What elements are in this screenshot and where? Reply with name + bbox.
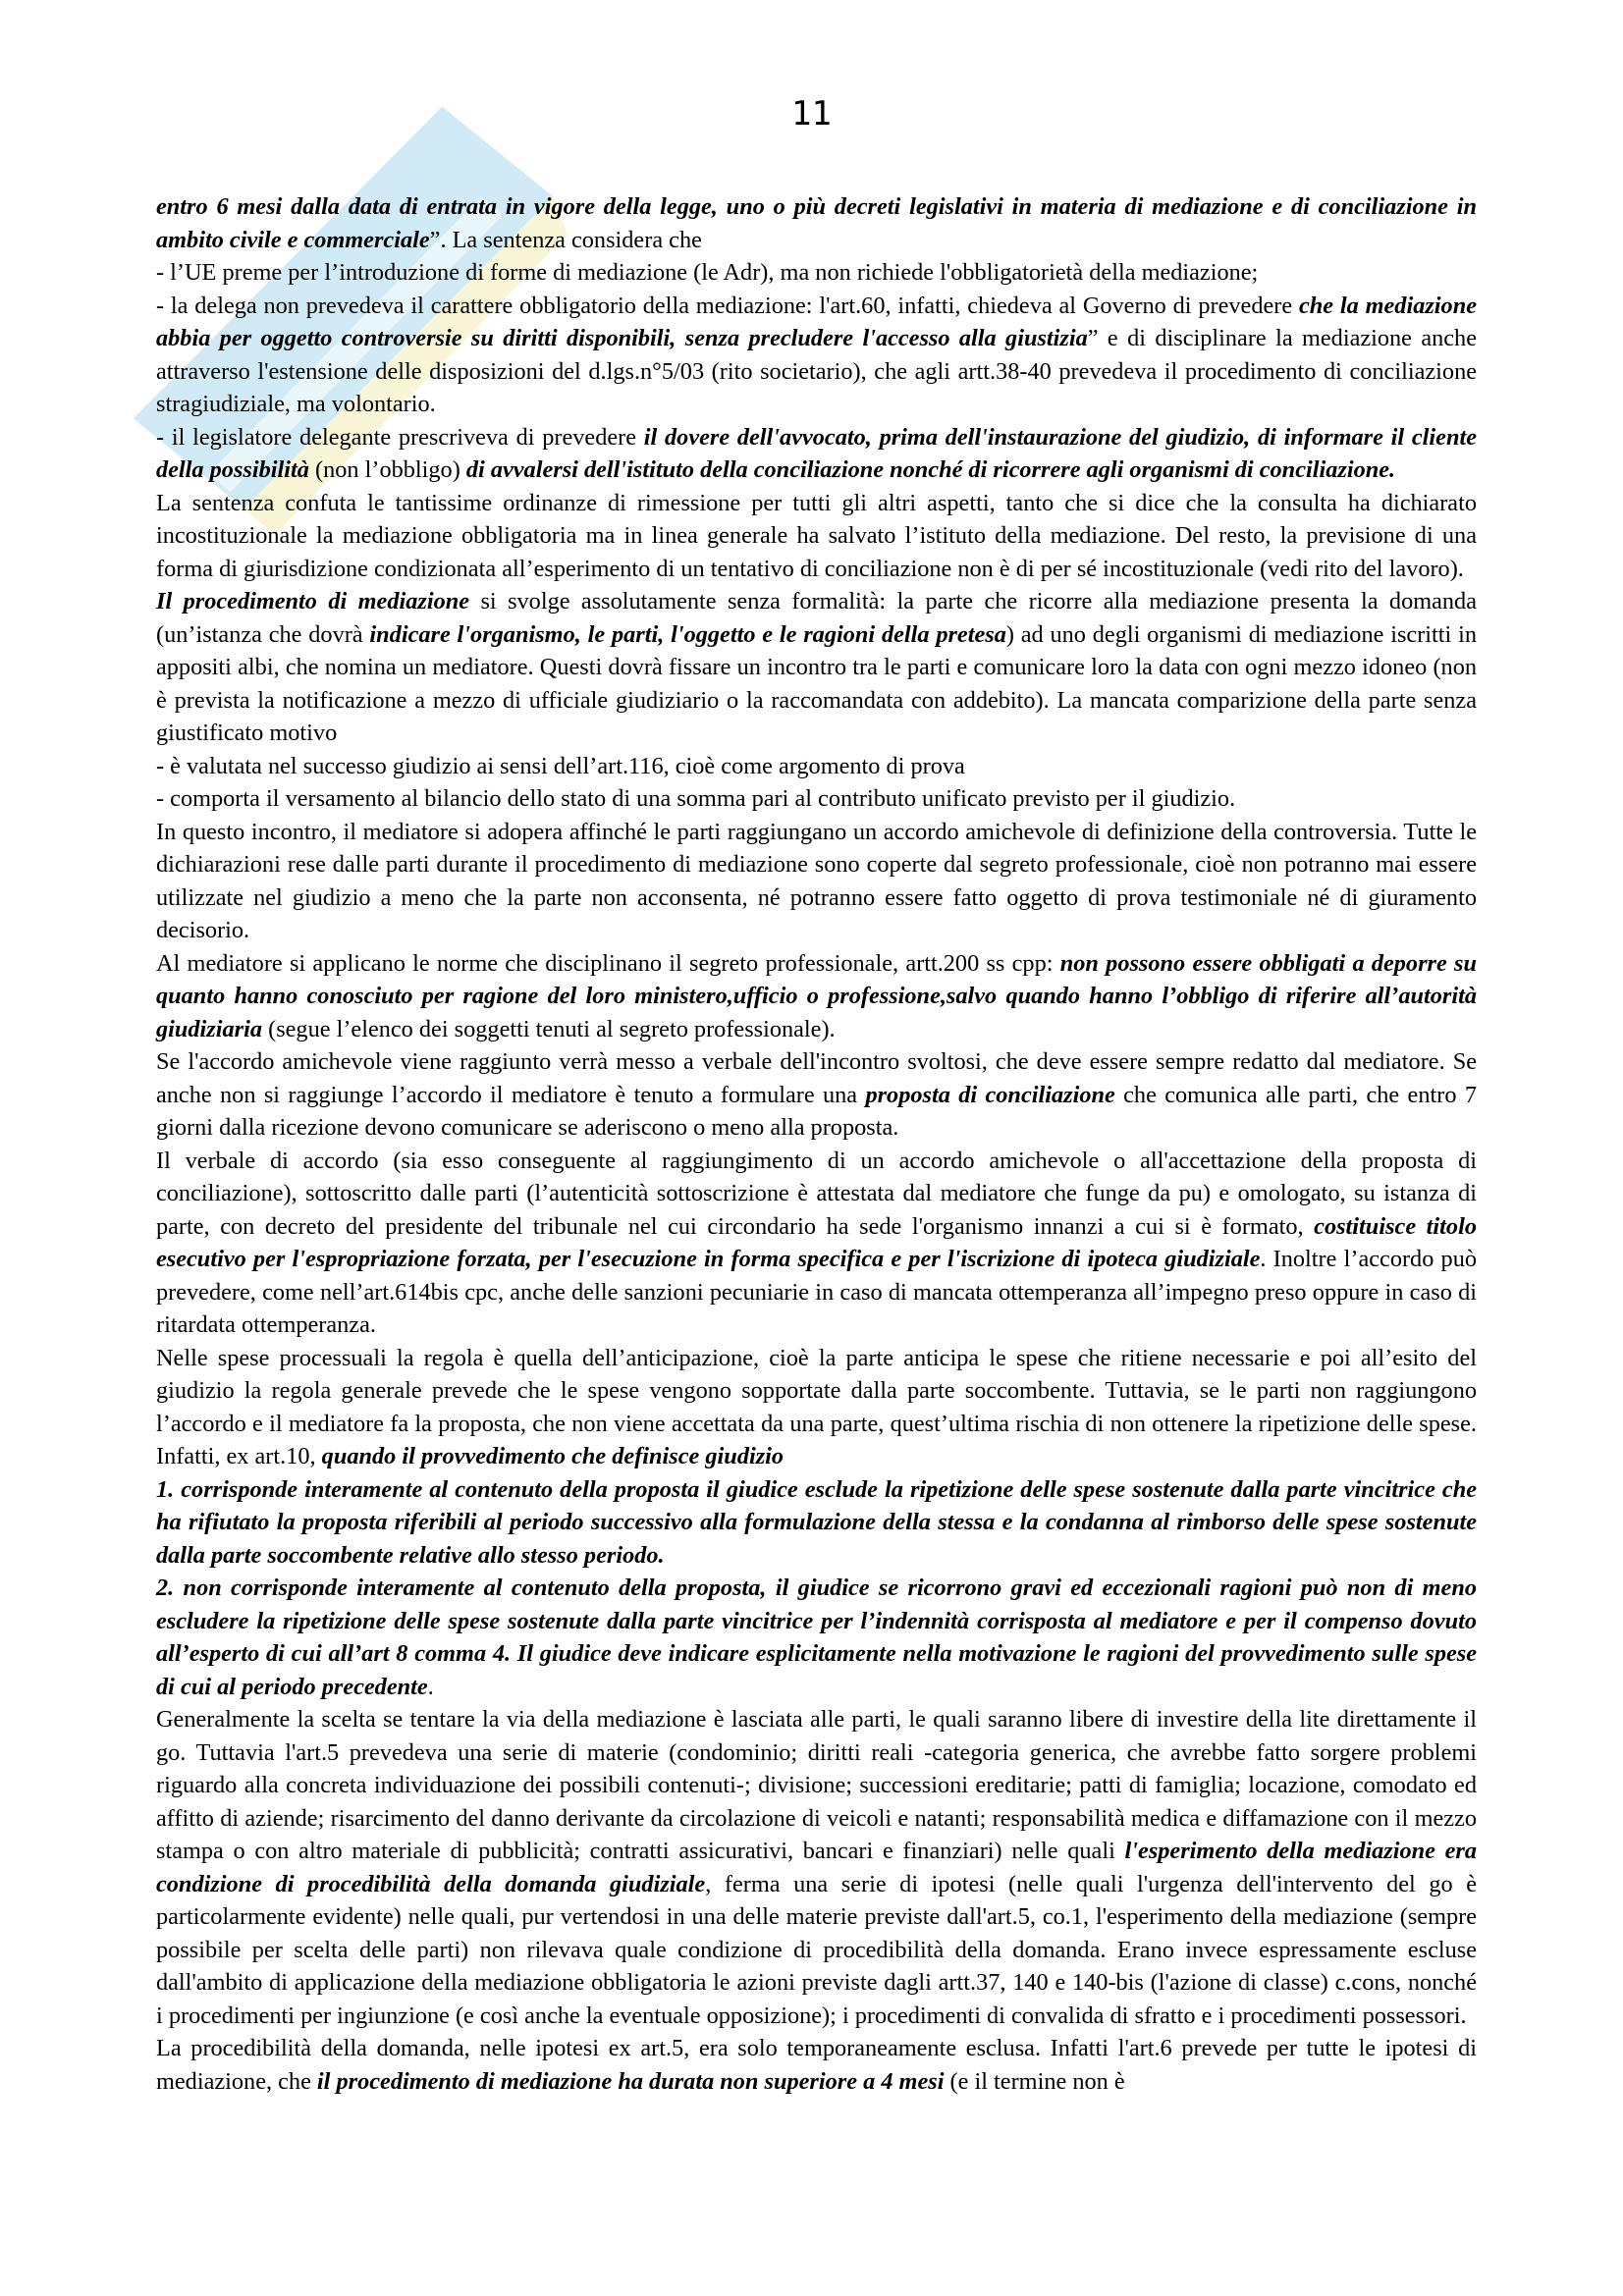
text-run: - comporta il versamento al bilancio dello stato di una somma pari al contributo unificato previsto per il giudizio.	[156, 785, 1236, 812]
emphasized-text: l'esperimento della mediazione era condizione di procedibilità della domanda giudiziale	[156, 1838, 1477, 1897]
text-run: La sentenza confuta le tantissime ordinanze di rimessione per tutti gli altri aspetti, tanto che si dice che la consulta ha dichiarato incostituzionale la mediazione obbligatoria ma in linea generale ha salvato l’istituto della mediazione. Del resto, la previsione di una forma di giurisdizione condizionata all’esperimento di un tentativo di conciliazione non è di per sé incostituzionale (vedi rito del lavoro).	[156, 489, 1477, 582]
text-run: - la delega non prevedeva il carattere obbligatorio della mediazione: l'art.60, infatti, chiedeva al Governo di prevedere	[156, 292, 1299, 319]
emphasized-text: il dovere dell'avvocato, prima dell'instaurazione del giudizio, di informare il cliente della possibilità	[156, 423, 1477, 483]
emphasized-text: Il procedimento di mediazione	[156, 588, 470, 614]
text-run: (e il termine non è	[944, 2067, 1125, 2095]
text-run: Al mediatore si applicano le norme che disciplinano il segreto professionale, artt.200 ss cpp:	[156, 949, 1060, 977]
text-run: che comunica alle parti, che entro 7 giorni dalla ricezione devono comunicare se aderiscono o meno alla proposta.	[156, 1081, 1477, 1141]
text-run: , ferma una serie di ipotesi (nelle quali l'urgenza dell'intervento del go è particolarmente evidente) nelle quali, pur vertendosi in una delle materie previste dall'art.5, co.1, l'esperimento della mediazione (sempre possibile per scelta delle parti) non rilevava quale condizione di procedibilità della domanda. Erano invece espressamente escluse dall'ambito di applicazione della mediazione obbligatoria le azioni previste dagli artt.37, 140 e 140-bis (l'azione di classe) c.cons, nonché i procedimenti per ingiunzione (e così anche la eventuale opposizione); i procedimenti di convalida di sfratto e i procedimenti possessori.	[156, 1870, 1478, 2029]
paragraph	[156, 1045, 1477, 1145]
emphasized-text: che la mediazione abbia per oggetto controversie su diritti disponibili, senza precludere l'accesso alla giustizia	[156, 292, 1477, 351]
paragraph	[156, 290, 1477, 421]
paragraph	[156, 1703, 1477, 2032]
emphasized-text: indicare l'organismo, le parti, l'oggetto e le ragioni della pretesa	[369, 620, 1006, 648]
emphasized-text: non possono essere obbligati a deporre su quanto hanno conosciuto per ragione del loro ministero,ufficio o professione,salvo quando hanno l’obbligo di riferire all’autorità giudiziaria	[156, 949, 1478, 1042]
text-run: . Inoltre l’accordo può prevedere, come nell’art.614bis cpc, anche delle sanzioni pecuniarie in caso di mancata ottemperanza all’impegno preso oppure in caso di ritardata ottemperanza.	[156, 1246, 1477, 1338]
text-run: Il verbale di accordo (sia esso conseguente al raggiungimento di un accordo amichevole o all'accettazione della proposta di conciliazione), sottoscritto dalle parti (l’autenticità sottoscrizione è attestata dal mediatore che funge da pu) e omologato, su istanza di parte, con decreto del presidente del tribunale nel cui circondario ha sede l'organismo innanzi a cui si è formato,	[156, 1147, 1477, 1240]
paragraph	[156, 585, 1477, 750]
emphasized-text: costituisce titolo esecutivo per l'espropriazione forzata, per l'esecuzione in forma specifica e per l'iscrizione di ipoteca giudiziale	[156, 1212, 1477, 1272]
text-run: Se l'accordo amichevole viene raggiunto verrà messo a verbale dell'incontro svoltosi, che deve essere sempre redatto dal mediatore. Se anche non si raggiunge l’accordo il mediatore è tenuto a formulare una	[156, 1048, 1477, 1108]
emphasized-text: entro 6 mesi dalla data di entrata in vigore della legge, uno o più decreti legislativi in materia di mediazione e di conciliazione in ambito civile e commerciale	[156, 193, 1477, 253]
text-run: Generalmente la scelta se tentare la via della mediazione è lasciata alle parti, le quali saranno libere di investire della lite direttamente il go. Tuttavia l'art.5 prevedeva una serie di materie (condominio; diritti reali -categoria generica, che avrebbe fatto sorgere problemi riguardo alla concreta individuazione dei possibili contenuti-; divisione; successioni ereditarie; patti di famiglia; locazione, comodato ed affitto di aziende; risarcimento del danno derivante da circolazione di veicoli e natanti; responsabilità medica e diffamazione con il mezzo stampa o con altro materiale di pubblicità; contratti assicurativi, bancari e finanziari) nelle quali	[156, 1706, 1477, 1864]
emphasized-text: il procedimento di mediazione ha durata non superiore a 4 mesi	[316, 2067, 945, 2095]
text-run: In questo incontro, il mediatore si adopera affinché le parti raggiungano un accordo amichevole di definizione della controversia. Tutte le dichiarazioni rese dalle parti durante il procedimento di mediazione sono coperte dal segreto professionale, cioè non potranno mai essere utilizzate nel giudizio a meno che la parte non acconsenta, né potranno essere fatto oggetto di prova testimoniale né di giuramento decisorio.	[156, 818, 1477, 943]
paragraph	[156, 782, 1477, 816]
paragraph	[156, 190, 1477, 256]
paragraph	[156, 2032, 1477, 2098]
text-run: ”. La sentenza considera che	[429, 226, 702, 253]
text-run: (segue l’elenco dei soggetti tenuti al segreto professionale).	[262, 1015, 836, 1042]
paragraph	[156, 750, 1477, 783]
text-run: ) ad uno degli organismi di mediazione iscritti in appositi albi, che nomina un mediatore. Questi dovrà fissare un incontro tra le parti e comunicare loro la data con ogni mezzo idoneo (non è prevista la notificazione a mezzo di ufficiale giudiziario o la raccomandata con addebito). La mancata comparizione della parte senza giustificato motivo	[156, 620, 1477, 746]
text-run: Nelle spese processuali la regola è quella dell’anticipazione, cioè la parte anticipa le spese che ritiene necessarie e poi all’esito del giudizio la regola generale prevede che le spese vengono sopportate dalla parte soccombente. Tuttavia, se le parti non raggiungono l’accordo e il mediatore fa la proposta, che non viene accettata da una parte, quest’ultima rischia di non ottenere la ripetizione delle spese. Infatti, ex art.10,	[156, 1344, 1477, 1469]
paragraph	[156, 256, 1477, 290]
emphasized-text: proposta di conciliazione	[865, 1081, 1115, 1108]
paragraph	[156, 421, 1477, 487]
paragraph	[156, 1473, 1477, 1573]
text-run: La procedibilità della domanda, nelle ipotesi ex art.5, era solo temporaneamente esclusa. Infatti l'art.6 prevede per tutte le ipotesi di mediazione, che	[156, 2035, 1477, 2095]
text-run: .	[427, 1673, 434, 1700]
text-run: - è valutata nel successo giudizio ai sensi dell’art.116, cioè come argomento di prova	[156, 752, 965, 779]
text-run: (non l’obbligo)	[308, 456, 466, 483]
text-run: - l’UE preme per l’introduzione di forme di mediazione (le Adr), ma non richiede l'obbligatorietà della mediazione;	[156, 259, 1259, 286]
emphasized-text: 1. corrisponde interamente al contenuto della proposta il giudice esclude la ripetizione delle spese sostenute dalla parte vincitrice che ha rifiutato la proposta riferibili al periodo successivo alla formulazione della stessa e la condanna al rimborso delle spese sostenute dalla parte soccombente relative allo stesso periodo.	[156, 1475, 1477, 1569]
document-body	[156, 190, 1477, 2098]
text-run: si svolge assolutamente senza formalità: la parte che ricorre alla mediazione presenta la domanda (un’istanza che dovrà	[156, 588, 1477, 648]
paragraph	[156, 1572, 1477, 1703]
text-run: ” e di disciplinare la mediazione anche attraverso l'estensione delle disposizioni del d.lgs.n°5/03 (rito societario), che agli artt.38-40 prevedeva il procedimento di conciliazione stragiudiziale, ma volontario.	[156, 325, 1477, 417]
paragraph	[156, 487, 1477, 586]
page-number: 11	[791, 94, 832, 133]
paragraph	[156, 1342, 1477, 1473]
paragraph	[156, 1145, 1477, 1342]
emphasized-text: di avvalersi dell'istituto della conciliazione nonché di ricorrere agli organismi di conciliazione.	[465, 456, 1396, 483]
paragraph	[156, 947, 1477, 1046]
emphasized-text: 2. non corrisponde interamente al contenuto della proposta, il giudice se ricorrono gravi ed eccezionali ragioni può non di meno escludere la ripetizione delle spese sostenute dalla parte vincitrice per l’indennità corrisposta al mediatore e per il compenso dovuto all’esperto di cui all’art 8 comma 4. Il giudice deve indicare esplicitamente nella motivazione le ragioni del provvedimento sulle spese di cui al periodo precedente	[156, 1575, 1477, 1700]
paragraph	[156, 816, 1477, 947]
text-run: - il legislatore delegante prescriveva di prevedere	[156, 423, 644, 451]
emphasized-text: quando il provvedimento che definisce giudizio	[321, 1443, 784, 1469]
